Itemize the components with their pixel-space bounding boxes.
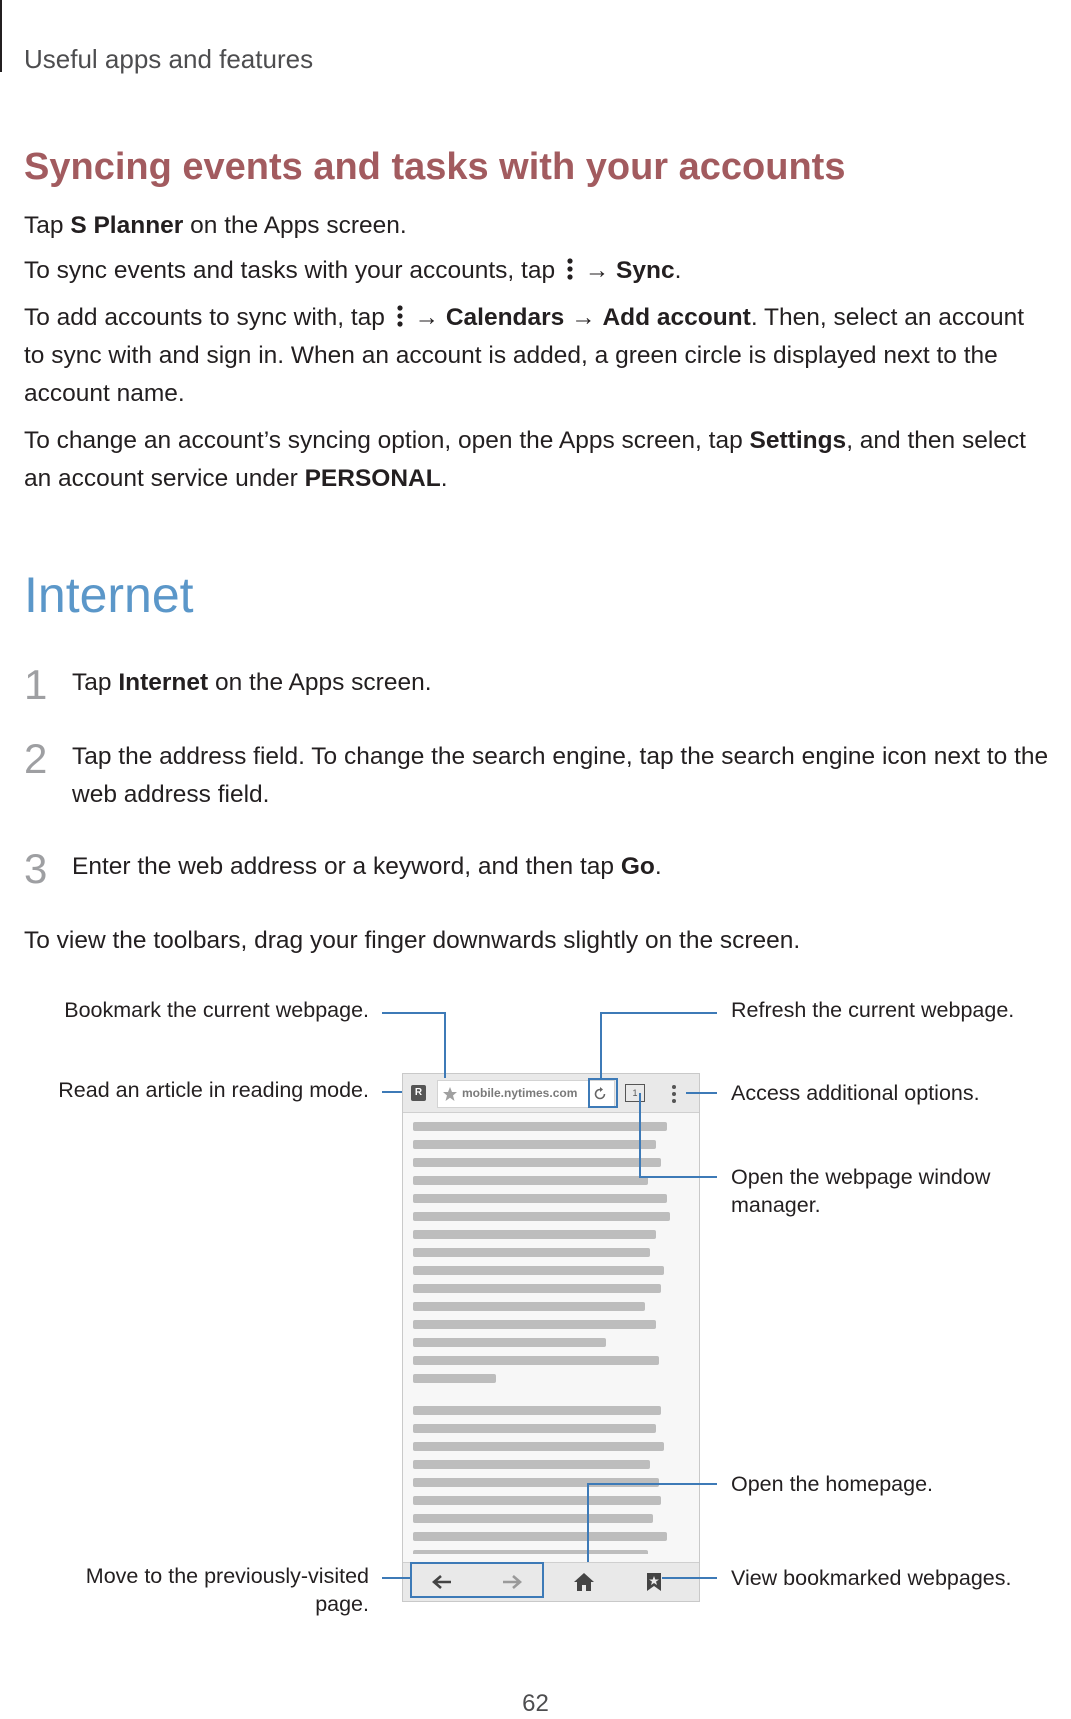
- section-title-syncing: Syncing events and tasks with your accounts: [24, 146, 846, 188]
- callout-bookmarks: View bookmarked webpages.: [731, 1566, 1012, 1590]
- navigation-highlight-box: [410, 1562, 544, 1598]
- sync-paragraph-2: To sync events and tasks with your accounts, tap → Sync.: [24, 257, 682, 284]
- bookmarks-icon[interactable]: [646, 1572, 662, 1592]
- star-icon[interactable]: [442, 1086, 458, 1102]
- step-2-text: Tap the address field. To change the search engine, tap the search engine icon next to the web address field.: [72, 743, 1049, 808]
- callout-homepage: Open the homepage.: [731, 1472, 934, 1496]
- browser-screenshot: [402, 1073, 700, 1602]
- callout-options: Access additional options.: [731, 1081, 980, 1105]
- section-title-internet: Internet: [24, 567, 194, 623]
- step-number-3: 3: [24, 845, 48, 892]
- more-options-icon: [566, 257, 574, 281]
- more-options-icon[interactable]: [670, 1084, 678, 1104]
- step-number-1: 1: [24, 661, 48, 708]
- browser-url-bar: [403, 1074, 699, 1113]
- home-icon[interactable]: [573, 1572, 595, 1592]
- refresh-highlight-box: [588, 1078, 618, 1108]
- url-text: mobile.nytimes.com: [462, 1086, 578, 1100]
- callout-bookmark: Bookmark the current webpage.: [64, 998, 369, 1022]
- sync-paragraph-1: Tap S Planner on the Apps screen.: [24, 212, 407, 239]
- callout-previous-page: Move to the previously-visited page.: [85, 1564, 369, 1616]
- sync-paragraph-4: To change an account’s syncing option, open the Apps screen, tap Settings, and then select an account service under PERSONAL.: [24, 427, 1026, 492]
- sync-paragraph-3: To add accounts to sync with, tap → Calendars → Add account. Then, select an account to sync with and sign in. When an account is added, a green circle is displayed next to the account name.: [24, 304, 1025, 407]
- more-options-icon: [396, 304, 404, 328]
- callout-window-manager: Open the webpage window manager.: [731, 1165, 991, 1217]
- reader-icon[interactable]: R: [411, 1085, 426, 1101]
- toolbar-note: To view the toolbars, drag your finger downwards slightly on the screen.: [24, 927, 801, 954]
- step-3-text: Enter the web address or a keyword, and then tap Go.: [72, 853, 662, 880]
- windows-icon[interactable]: 1: [625, 1084, 645, 1102]
- page-edge-rule: [0, 0, 2, 72]
- callout-refresh: Refresh the current webpage.: [731, 998, 1015, 1022]
- callout-reading-mode: Read an article in reading mode.: [58, 1078, 369, 1102]
- step-1-text: Tap Internet on the Apps screen.: [72, 669, 432, 696]
- running-header: Useful apps and features: [24, 44, 314, 74]
- article-body-blurred: [413, 1122, 689, 1554]
- step-number-2: 2: [24, 735, 48, 782]
- page-number: 62: [522, 1690, 549, 1717]
